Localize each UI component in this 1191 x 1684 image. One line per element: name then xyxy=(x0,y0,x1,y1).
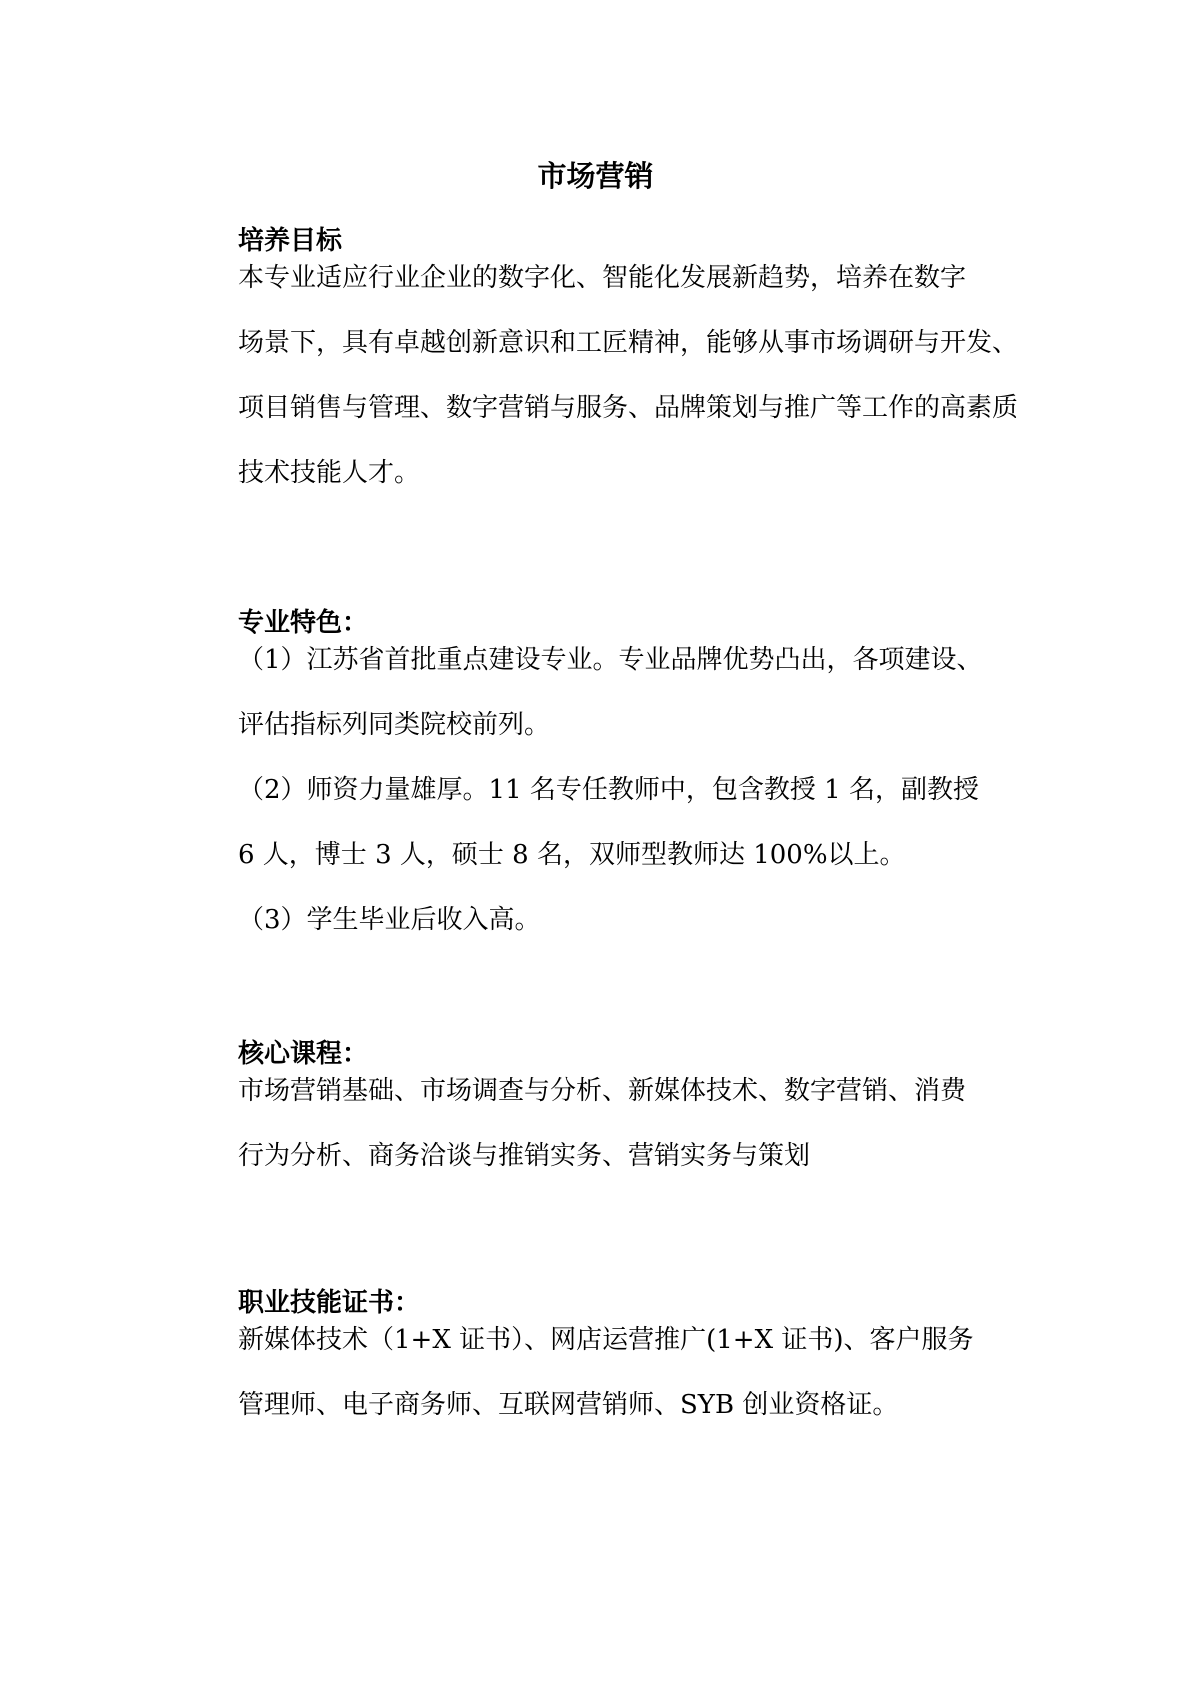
text-line: （1）江苏省首批重点建设专业。专业品牌优势凸出，各项建设、 xyxy=(238,645,983,675)
text-line: 本专业适应行业企业的数字化、智能化发展新趋势，培养在数字 xyxy=(238,263,967,293)
section-heading-certificates: 职业技能证书： xyxy=(238,1288,421,1318)
document-title: 市场营销 xyxy=(537,159,654,193)
paragraph-core-courses xyxy=(182,1059,1022,1189)
text-line: （2）师资力量雄厚。11 名专任教师中，包含教授 1 名，副教授 xyxy=(238,775,979,805)
paragraph-certificates xyxy=(182,1308,1022,1438)
section-heading-program-features: 专业特色： xyxy=(238,608,369,638)
paragraph-feature-3 xyxy=(182,888,1022,953)
text-line: 项目销售与管理、数字营销与服务、品牌策划与推广等工作的高素质 xyxy=(238,393,1019,423)
text-line: 市场营销基础、市场调查与分析、新媒体技术、数字营销、消费 xyxy=(238,1076,967,1106)
text-line: 技术技能人才。 xyxy=(238,458,421,488)
text-line: 场景下，具有卓越创新意识和工匠精神，能够从事市场调研与开发、 xyxy=(238,328,1019,358)
paragraph-feature-2 xyxy=(182,758,1022,888)
text-line: 管理师、电子商务师、互联网营销师、SYB 创业资格证。 xyxy=(238,1390,899,1420)
paragraph-training-goals xyxy=(182,246,1022,506)
text-line: （3）学生毕业后收入高。 xyxy=(238,905,541,935)
text-line: 评估指标列同类院校前列。 xyxy=(238,710,551,740)
text-line: 6 人，博士 3 人，硕士 8 名，双师型教师达 100%以上。 xyxy=(238,840,906,870)
section-heading-training-goals: 培养目标 xyxy=(238,226,343,256)
section-heading-core-courses: 核心课程： xyxy=(238,1039,369,1069)
text-line: 行为分析、商务洽谈与推销实务、营销实务与策划 xyxy=(238,1141,811,1171)
paragraph-feature-1 xyxy=(182,628,1022,758)
text-line: 新媒体技术（1+X 证书）、网店运营推广(1+X 证书)、客户服务 xyxy=(238,1325,974,1355)
